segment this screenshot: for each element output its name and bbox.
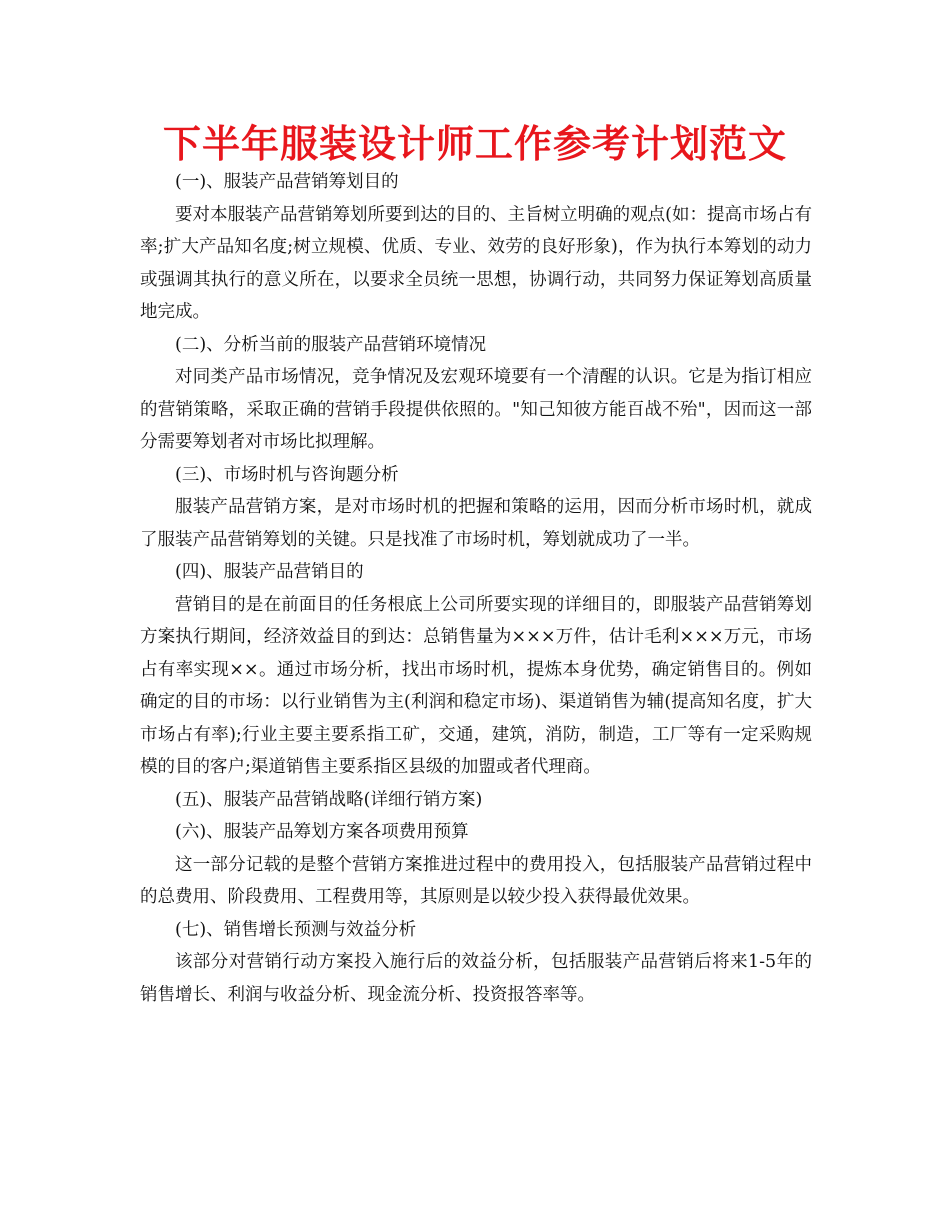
section-paragraph-4: 营销目的是在前面目的任务根底上公司所要实现的详细目的，即服装产品营销筹划方案执行期间，经济效益目的到达：总销售量为×××万件，估计毛利×××万元，市场占有率实现××。通过市场分析，找出市场时机，提炼本身优势，确定销售目的。例如确定的目的市场：以行业销售为主(利润和稳定市场)、渠道销售为辅(提高知名度，扩大市场占有率);行业主要主要系指工矿，交通，建筑，消防，制造，工厂等有一定采购规模的目的客户;渠道销售主要系指区县级的加盟或者代理商。 [140,594,812,777]
section-heading-2: (二)、分析当前的服装产品营销环境情况 [175,334,487,355]
section-paragraph-1: 要对本服装产品营销筹划所要到达的目的、主旨树立明确的观点(如：提高市场占有率;扩大产品知名度;树立规模、优质、专业、效劳的良好形象)，作为执行本筹划的动力或强调其执行的意义所在，以要求全员统一思想，协调行动，共同努力保证筹划高质量地完成。 [140,204,812,322]
section-paragraph-7: 该部分对营销行动方案投入施行后的效益分析，包括服装产品营销后将来1-5年的销售增长、利润与收益分析、现金流分析、投资报答率等。 [140,952,812,1005]
section-paragraph-3: 服装产品营销方案，是对市场时机的把握和策略的运用，因而分析市场时机，就成了服装产品营销筹划的关键。只是找准了市场时机，筹划就成功了一半。 [140,497,812,550]
section-heading-3: (三)、市场时机与咨询题分析 [175,464,399,485]
document-body [140,166,812,1011]
section-paragraph-2: 对同类产品市场情况，竞争情况及宏观环境要有一个清醒的认识。它是为指订相应的营销策略，采取正确的营销手段提供依照的。"知己知彼方能百战不殆"，因而这一部分需要筹划者对市场比拟理解。 [140,367,812,452]
section-heading-7: (七)、销售增长预测与效益分析 [175,919,417,940]
document-title: 下半年服装设计师工作参考计划范文 [162,122,787,166]
section-heading-5: (五)、服装产品营销战略(详细行销方案) [175,789,483,810]
section-heading-6: (六)、服装产品筹划方案各项费用预算 [175,822,469,842]
section-heading-4: (四)、服装产品营销目的 [175,562,364,582]
section-paragraph-6: 这一部分记载的是整个营销方案推进过程中的费用投入，包括服装产品营销过程中的总费用、阶段费用、工程费用等，其原则是以较少投入获得最优效果。 [140,854,812,907]
section-heading-1: (一)、服装产品营销筹划目的 [175,172,399,192]
